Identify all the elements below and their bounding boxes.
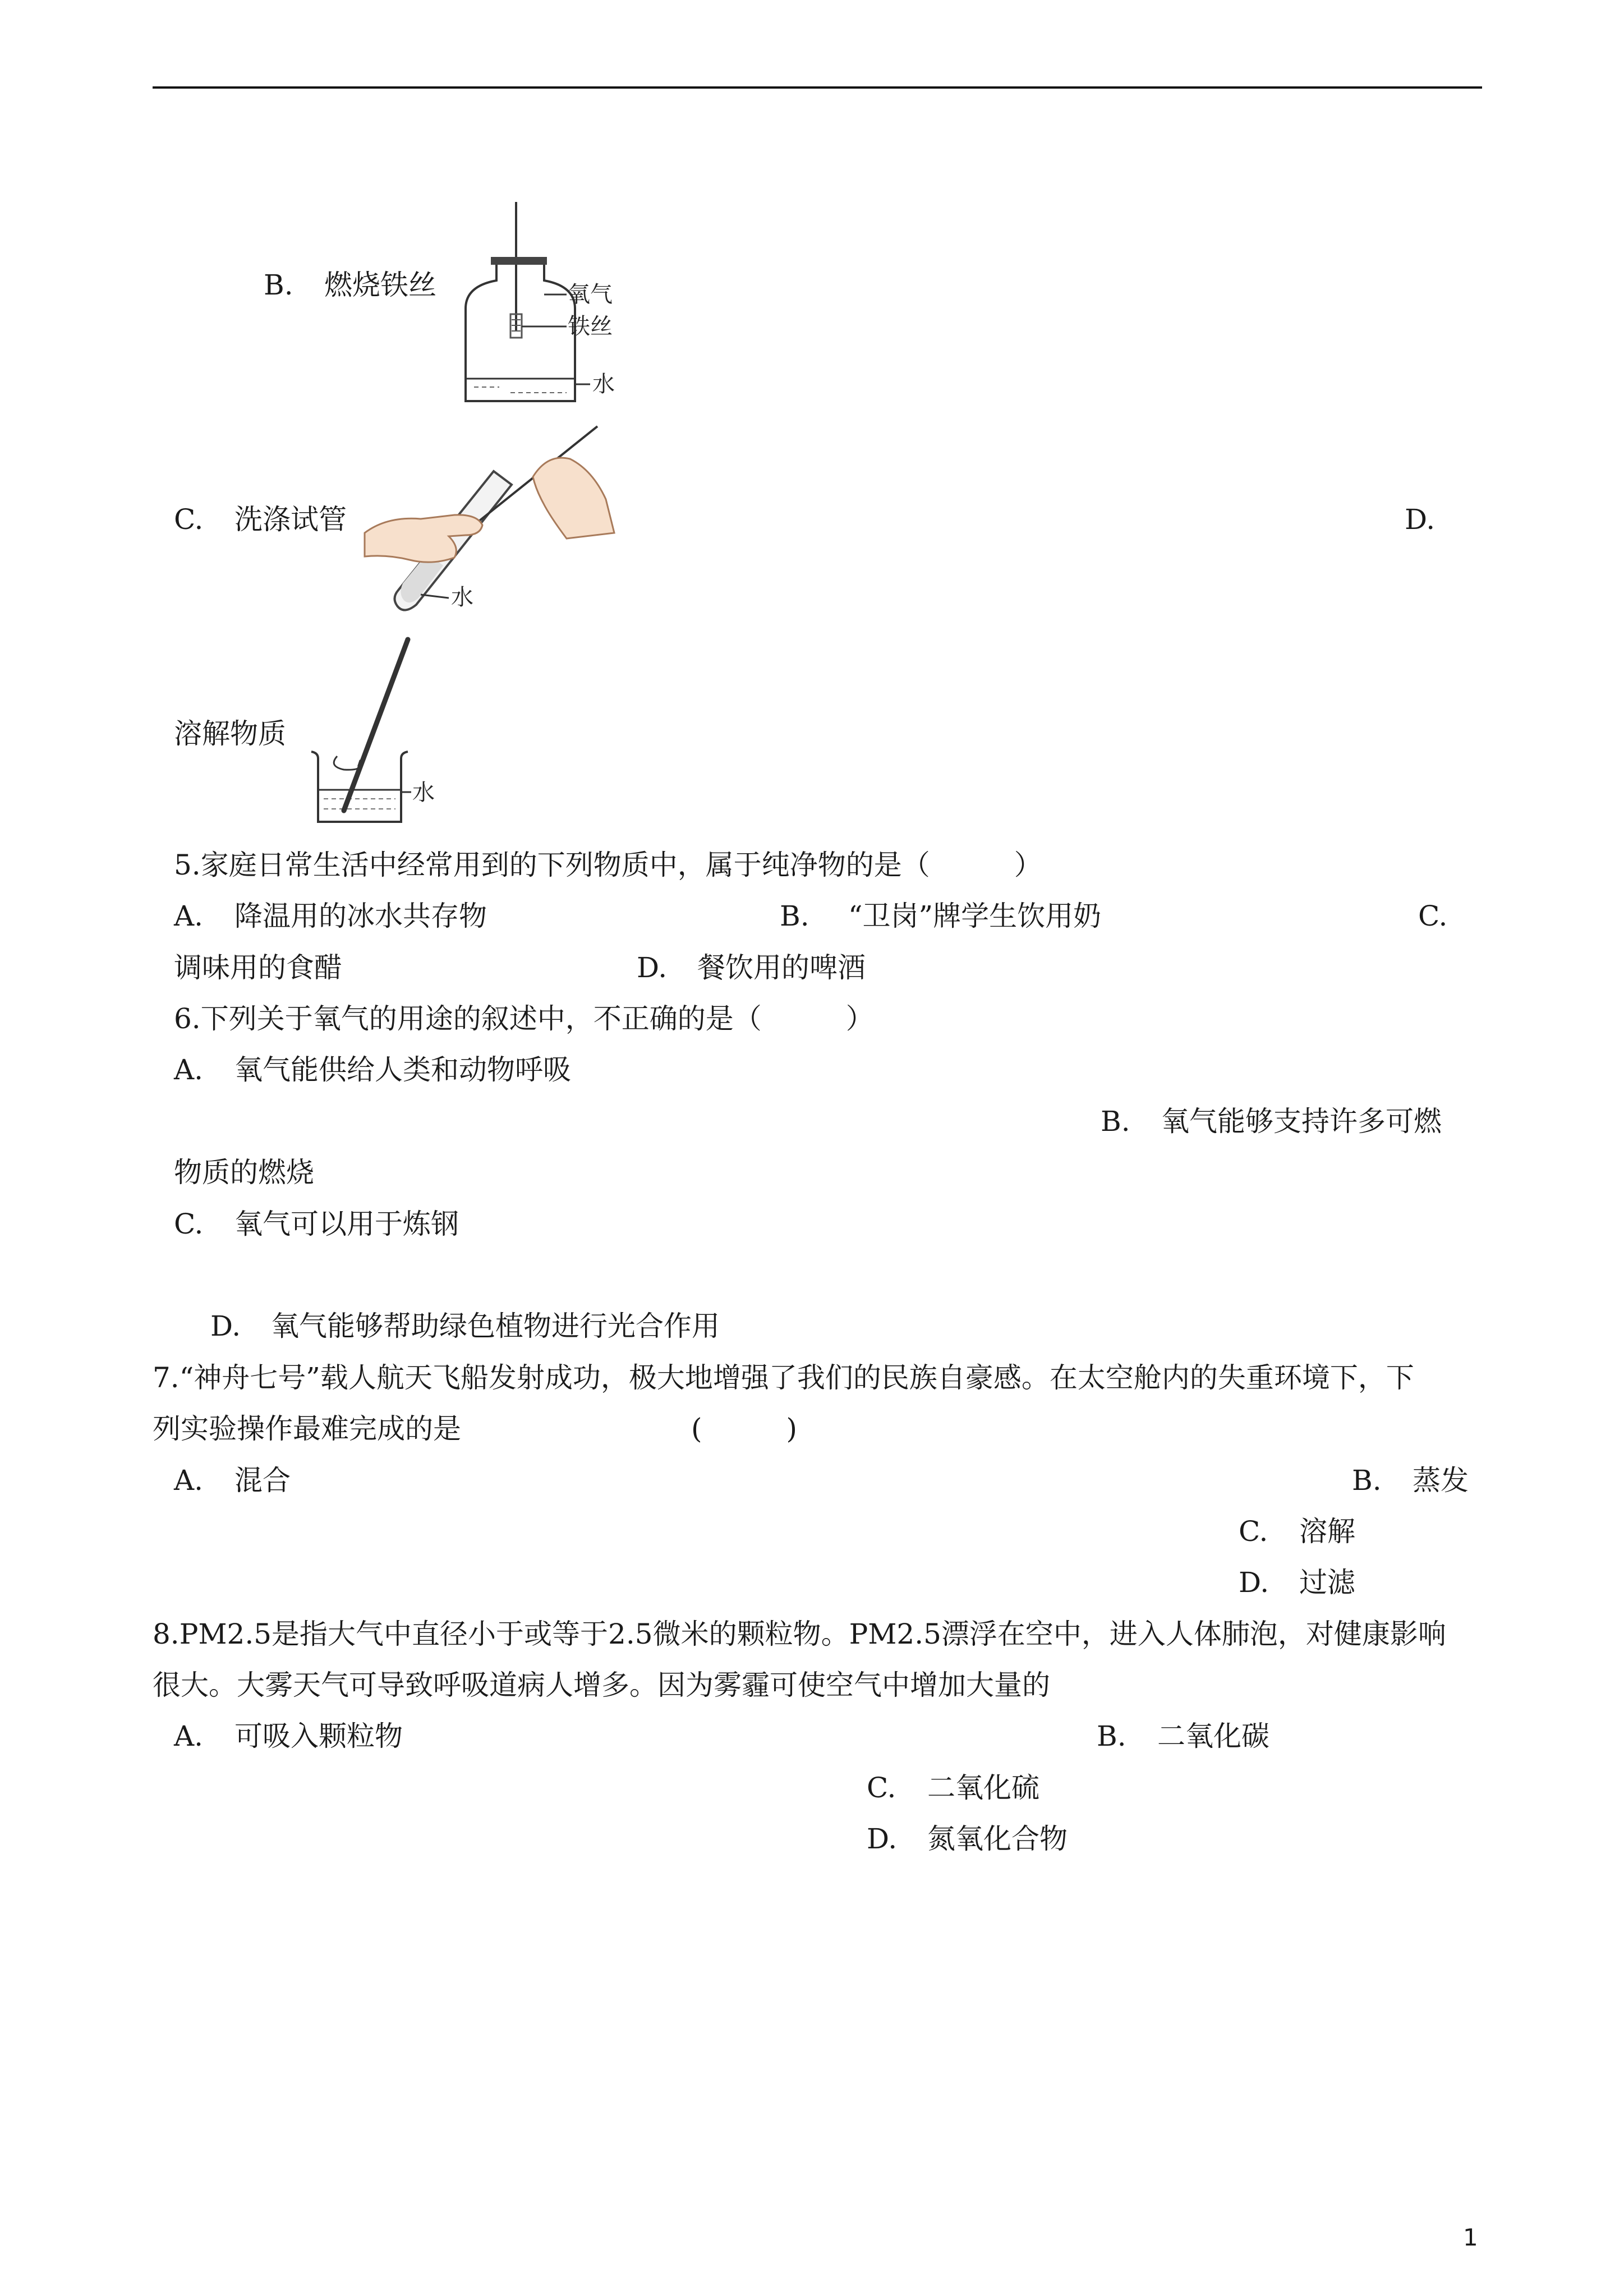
q8-option-d-letter: D. bbox=[867, 1823, 898, 1855]
q7-stem-line1: 7.“神舟七号”载人航天飞船发射成功，极大地增强了我们的民族自豪感。在太空舱内的失重环境下，下 bbox=[153, 1361, 1414, 1394]
q4-option-d-text: 溶解物质 bbox=[174, 717, 286, 750]
test-tube-water-label: 水 bbox=[451, 585, 473, 610]
water-label: 水 bbox=[592, 371, 615, 397]
q6-option-a-text: 氧气能供给人类和动物呼吸 bbox=[234, 1053, 571, 1086]
q7-option-b-text: 蒸发 bbox=[1413, 1464, 1469, 1497]
q6-option-b-text-line2: 物质的燃烧 bbox=[174, 1156, 314, 1189]
q6-stem: 6.下列关于氧气的用途的叙述中，不正确的是（ ） bbox=[174, 1002, 874, 1035]
q7-stem-line2: 列实验操作最难完成的是 bbox=[153, 1412, 461, 1445]
dissolve-substance-figure bbox=[311, 639, 440, 825]
q4-option-c-text: 洗涤试管 bbox=[234, 503, 347, 536]
q7-option-a-letter: A. bbox=[174, 1464, 204, 1497]
q5-option-d-letter: D. bbox=[637, 951, 668, 984]
q5-option-d-text: 餐饮用的啤酒 bbox=[697, 951, 866, 984]
q6-option-d-text: 氧气能够帮助绿色植物进行光合作用 bbox=[271, 1310, 720, 1342]
q4-option-b-letter: B. bbox=[264, 269, 293, 301]
q8-option-a-text: 可吸入颗粒物 bbox=[234, 1720, 403, 1752]
q8-stem-line2: 很大。大雾天气可导致呼吸道病人增多。因为雾霾可使空气中增加大量的 bbox=[153, 1669, 1050, 1701]
q8-option-b-text: 二氧化碳 bbox=[1157, 1720, 1269, 1752]
q6-option-b-letter: B. bbox=[1101, 1105, 1130, 1138]
q7-option-d-letter: D. bbox=[1239, 1566, 1269, 1599]
q7-option-b-letter: B. bbox=[1352, 1464, 1382, 1497]
q7-option-c-letter: C. bbox=[1239, 1515, 1268, 1548]
page-number: 1 bbox=[1463, 2224, 1478, 2251]
q7-option-a-text: 混合 bbox=[234, 1464, 291, 1497]
q7-option-d-text: 过滤 bbox=[1299, 1566, 1355, 1599]
q6-option-c-letter: C. bbox=[174, 1208, 204, 1240]
q5-option-c-text: 调味用的食醋 bbox=[174, 951, 342, 984]
q4-option-d-letter: D. bbox=[1405, 503, 1436, 536]
q6-option-c-text: 氧气可以用于炼钢 bbox=[234, 1208, 459, 1240]
iron-wire-label: 铁丝 bbox=[568, 314, 613, 339]
wash-test-tube-figure bbox=[365, 415, 623, 617]
beaker-water-label: 水 bbox=[412, 780, 435, 806]
q6-option-b-text-line1: 氧气能够支持许多可燃 bbox=[1161, 1105, 1442, 1138]
q8-option-d-text: 氮氧化合物 bbox=[927, 1823, 1068, 1855]
q8-option-c-letter: C. bbox=[867, 1772, 896, 1804]
q5-stem: 5.家庭日常生活中经常用到的下列物质中，属于纯净物的是（ ） bbox=[174, 849, 1042, 881]
q8-option-c-text: 二氧化硫 bbox=[927, 1772, 1039, 1804]
oxygen-label: 氧气 bbox=[568, 282, 613, 307]
q6-option-d-letter: D. bbox=[210, 1310, 241, 1342]
header-rule bbox=[153, 86, 1482, 89]
iron-wire-combustion-figure bbox=[460, 202, 628, 404]
q8-option-a-letter: A. bbox=[174, 1720, 204, 1752]
q5-option-b-letter: B. bbox=[780, 900, 809, 932]
q4-option-b-text: 燃烧铁丝 bbox=[324, 269, 436, 301]
q7-option-c-text: 溶解 bbox=[1299, 1515, 1355, 1548]
q5-option-c-letter: C. bbox=[1418, 900, 1448, 932]
q5-option-a-text: 降温用的冰水共存物 bbox=[234, 900, 487, 932]
q8-option-b-letter: B. bbox=[1097, 1720, 1126, 1752]
q6-option-a-letter: A. bbox=[174, 1053, 204, 1086]
q4-option-c-letter: C. bbox=[174, 503, 204, 536]
q8-stem-line1: 8.PM2.5是指大气中直径小于或等于2.5微米的颗粒物。PM2.5漂浮在空中，进入人体肺泡，对健康影响 bbox=[153, 1618, 1446, 1650]
q7-stem-answer-paren: ( ) bbox=[691, 1412, 798, 1445]
q5-option-a-letter: A. bbox=[174, 900, 204, 932]
q5-option-b-text: “卫岗”牌学生饮用奶 bbox=[848, 900, 1102, 932]
